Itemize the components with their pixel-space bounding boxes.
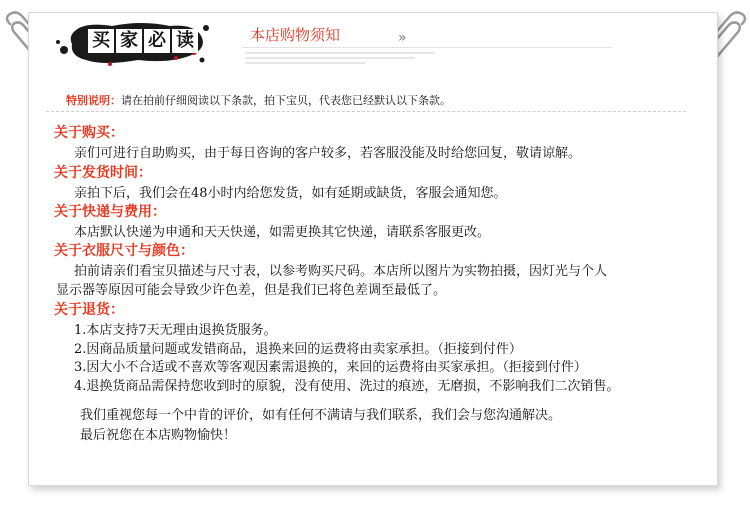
special-notice [66, 92, 451, 108]
section-line: 1.本店支持7天无理由退换货服务。 [74, 323, 277, 338]
section-line: 亲拍下后，我们会在48小时内给您发货，如有延期或缺货，客服会通知您。 [74, 186, 507, 201]
faint-decorative-text [245, 52, 445, 66]
section-line: 亲们可进行自助购买，由于每日咨询的客户较多，若客服没能及时给您回复，敬请谅解。 [74, 146, 582, 161]
special-notice-label: 特别说明： [66, 94, 121, 107]
dashed-divider [46, 111, 686, 112]
page-title: 本店购物须知 [250, 26, 341, 44]
section-title-size-color: 关于衣服尺寸与颜色： [54, 243, 194, 259]
logo-char: 家 [116, 29, 142, 53]
section-line: 拍前请亲们看宝贝描述与尺寸表，以参考购买尺码。本店所以图片为实物拍摄，因灯光与个人 [74, 264, 608, 279]
closing-line: 最后祝您在本店购物愉快！ [80, 428, 237, 443]
closing-line: 我们重视您每一个中肯的评价，如有任何不满请与我们联系，我们会与您沟通解决。 [80, 408, 562, 423]
section-line: 2.因商品质量问题或发错商品，退换来回的运费将由卖家承担。（拒接到付件） [74, 342, 522, 357]
section-line: 4.退换货商品需保持您收到时的原貌，没有使用、洗过的痕迹，无磨损，不影响我们二次销售。 [74, 379, 620, 394]
chevron-right-icon: » [398, 30, 407, 46]
section-title-courier-fees: 关于快递与费用： [54, 204, 166, 220]
logo-char: 必 [144, 29, 170, 53]
section-line: 3.因大小不合适或不喜欢等客观因素需退换的，来回的运费将由买家承担。（拒接到付件） [74, 360, 587, 375]
section-title-purchase: 关于购买： [54, 125, 124, 141]
special-notice-text: 请在拍前仔细阅读以下条款，拍下宝贝，代表您已经默认以下条款。 [121, 94, 451, 107]
section-title-returns: 关于退货： [54, 302, 124, 318]
title-underline [242, 47, 612, 48]
buyer-must-read-logo [52, 20, 212, 70]
section-line: 本店默认快递为申通和天天快递，如需更换其它快递，请联系客服更改。 [74, 225, 491, 240]
logo-char: 买 [88, 29, 114, 53]
section-title-shipping-time: 关于发货时间： [54, 165, 152, 181]
section-line: 显示器等原因可能会导致少许色差，但是我们已将色差调至最低了。 [56, 283, 447, 298]
logo-char: 读 [172, 29, 198, 53]
